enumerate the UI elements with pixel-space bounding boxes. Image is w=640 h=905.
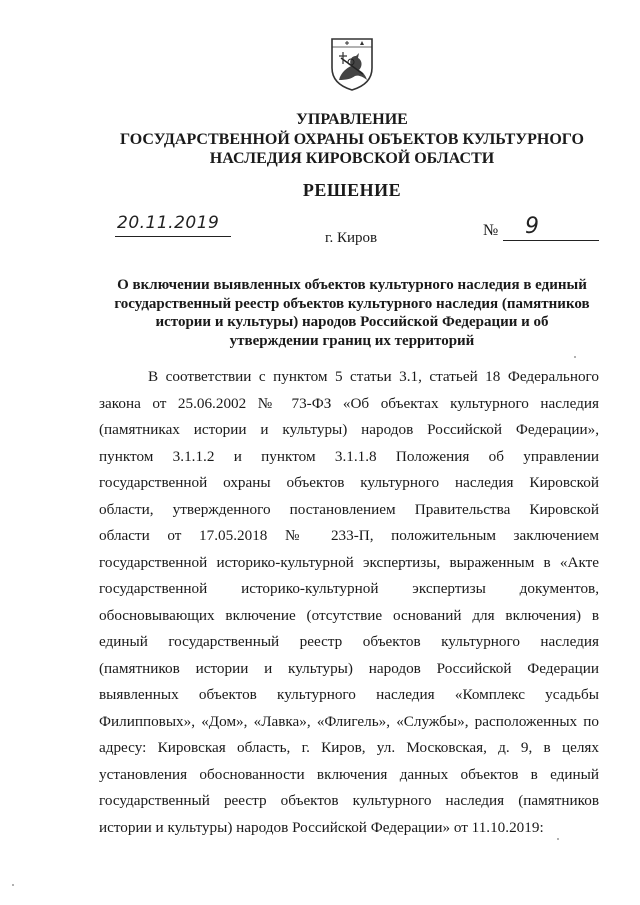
document-type: РЕШЕНИЕ bbox=[302, 180, 402, 200]
number-sign: № bbox=[483, 222, 499, 239]
org-line: ГОСУДАРСТВЕННОЙ ОХРАНЫ ОБЪЕКТОВ КУЛЬТУРНОГО bbox=[120, 130, 584, 148]
body-line: государственной охраны объектов культурного наследия Кировской bbox=[99, 474, 599, 491]
body-line: обосновывающих включение (отсутствие оснований для включения) в bbox=[99, 606, 599, 624]
body-line: единый государственный реестр объектов культурного наследия bbox=[99, 633, 599, 650]
city-label: г. Киров bbox=[325, 230, 378, 246]
scan-speck bbox=[557, 838, 559, 840]
subject-line: О включении выявленных объектов культурного наследия в единый bbox=[117, 277, 587, 293]
body-line: государственной историко-культурной экспертизы документов, bbox=[99, 580, 599, 597]
number-field bbox=[503, 214, 599, 241]
organization-name bbox=[95, 110, 609, 169]
body-line: Филипповых», «Дом», «Лавка», «Флигель», «Службы», расположенных по bbox=[99, 712, 599, 730]
decision-subject bbox=[95, 276, 609, 350]
body-line: пунктом 3.1.1.2 и пунктом 3.1.1.8 Положения об управлении bbox=[99, 447, 599, 465]
body-line: установления обоснованности включения данных объектов в единый bbox=[99, 765, 599, 783]
body-line: выявленных объектов культурного наследия «Комплекс усадьбы bbox=[99, 686, 599, 703]
body-line: (памятников истории и культуры) народов Российской Федерации bbox=[99, 659, 599, 677]
body-line: истории и культуры) народов Российской Федерации» от 11.10.2019: bbox=[99, 818, 544, 836]
subject-line: истории и культуры) народов Российской Федерации и об bbox=[155, 314, 549, 330]
scan-speck bbox=[574, 356, 576, 358]
body-line: закона от 25.06.2002 № 73-ФЗ «Об объектах культурного наследия bbox=[99, 394, 599, 412]
body-line: области, утвержденного постановлением Правительства Кировской bbox=[99, 500, 599, 518]
scan-speck bbox=[12, 884, 14, 886]
handwritten-date: 20.11.2019 bbox=[117, 213, 220, 233]
handwritten-number: 9 bbox=[525, 214, 539, 239]
body-line: В соответствии с пунктом 5 статьи 3.1, статьей 18 Федерального bbox=[148, 368, 599, 385]
body-line: государственной историко-культурной экспертизы, выраженным в «Акте bbox=[99, 553, 599, 571]
body-line: государственный реестр объектов культурного наследия (памятников bbox=[99, 792, 599, 809]
org-line: УПРАВЛЕНИЕ bbox=[296, 111, 408, 128]
subject-line: государственный реестр объектов культурного наследия (памятников bbox=[114, 295, 590, 312]
date-field bbox=[115, 214, 231, 237]
body-line: области от 17.05.2018 № 233-П, положительным заключением bbox=[99, 527, 599, 544]
body-line: адресу: Кировская область, г. Киров, ул. Московская, д. 9, в целях bbox=[99, 739, 599, 756]
coat-of-arms-icon bbox=[329, 36, 375, 92]
body-line: (памятниках истории и культуры) народов Российской Федерации», bbox=[99, 421, 599, 438]
org-line: НАСЛЕДИЯ КИРОВСКОЙ ОБЛАСТИ bbox=[209, 150, 495, 167]
body-paragraph bbox=[99, 364, 599, 841]
subject-line: утверждении границ их территорий bbox=[229, 332, 475, 349]
